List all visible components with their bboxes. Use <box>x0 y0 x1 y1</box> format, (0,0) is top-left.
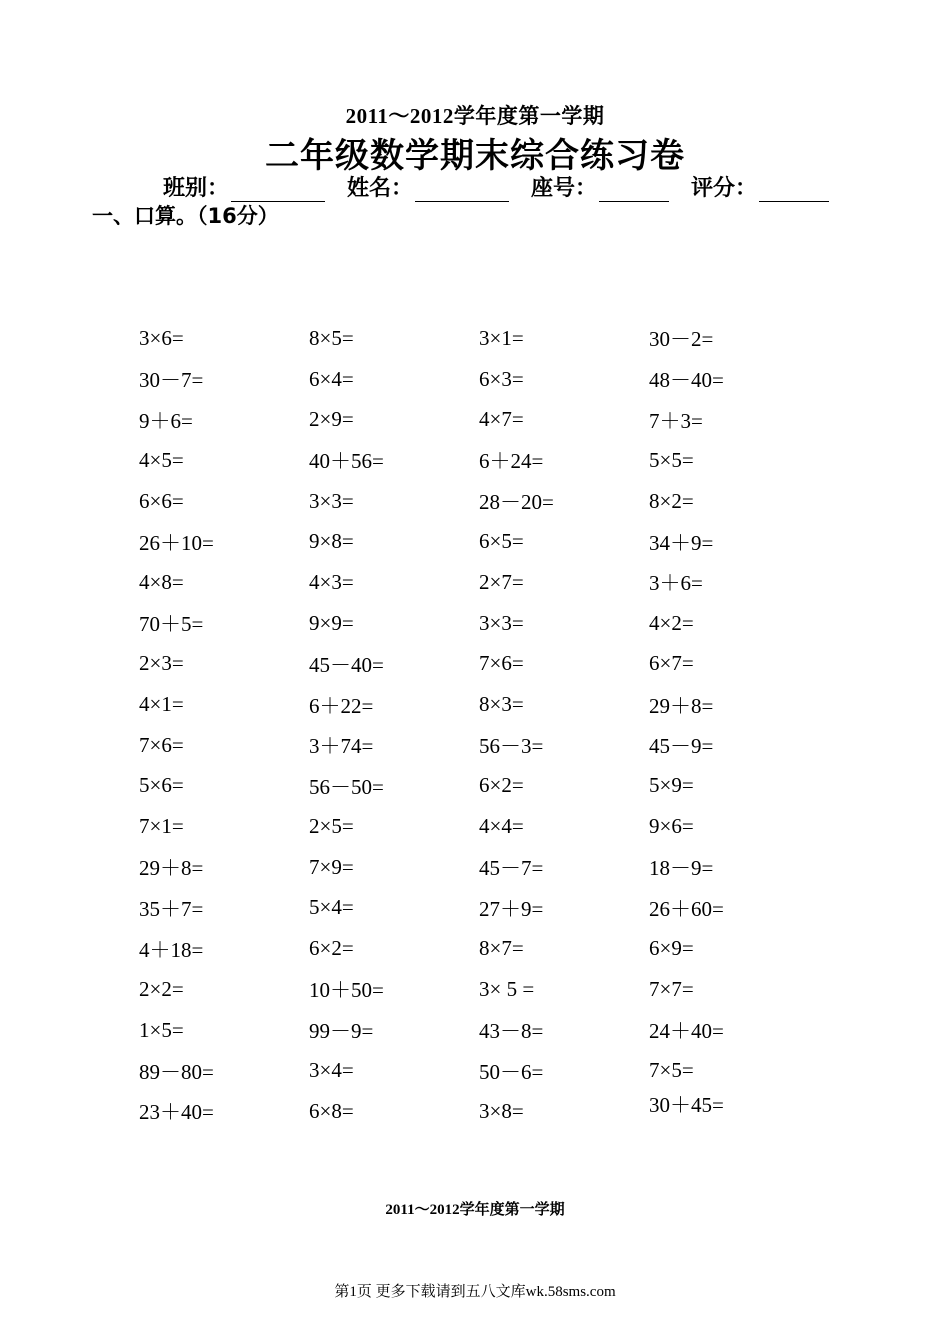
math-problem: 6×5= <box>479 529 524 554</box>
problem-row <box>139 888 819 929</box>
math-problem: 2×3= <box>139 651 184 676</box>
math-problem: 3×8= <box>479 1098 524 1123</box>
math-problem: 8×5= <box>309 325 354 350</box>
math-problem: 6×4= <box>309 366 354 391</box>
math-problem: 43－8= <box>479 1019 544 1044</box>
math-problem: 1×5= <box>139 1017 184 1042</box>
math-problem: 3×1= <box>479 325 524 350</box>
math-problem: 29＋8= <box>139 856 204 881</box>
math-problem: 89－80= <box>139 1059 214 1084</box>
math-problem: 2×5= <box>309 814 354 839</box>
math-problem: 30－7= <box>139 368 204 393</box>
math-problem: 18－9= <box>649 856 714 881</box>
math-problem: 70＋5= <box>139 612 204 637</box>
math-problem: 6×9= <box>649 936 694 961</box>
seat-field <box>531 171 669 202</box>
math-problem: 4×2= <box>649 610 694 635</box>
math-problem: 3×4= <box>309 1058 354 1083</box>
problem-row <box>139 521 819 562</box>
math-problem: 8×2= <box>649 488 694 513</box>
math-problem: 2×9= <box>309 407 354 432</box>
math-problem: 8×3= <box>479 692 524 717</box>
math-problem: 6×6= <box>139 488 184 513</box>
math-problem: 30＋45= <box>649 1093 724 1118</box>
math-problem: 3×3= <box>479 610 524 635</box>
math-problem: 10＋50= <box>309 978 384 1003</box>
math-problem: 5×5= <box>649 447 694 472</box>
math-problem: 7＋3= <box>649 408 703 433</box>
score-blank-line[interactable] <box>759 179 829 202</box>
math-problem: 9×8= <box>309 529 354 554</box>
math-problem: 48－40= <box>649 368 724 393</box>
math-problem: 9×6= <box>649 814 694 839</box>
math-problem: 6×3= <box>479 366 524 391</box>
school-year-header: 2011～2012学年度第一学期 <box>345 104 605 128</box>
math-problem: 27＋9= <box>479 896 544 921</box>
math-problem: 6＋22= <box>309 693 374 718</box>
math-problem: 40＋56= <box>309 449 384 474</box>
problem-row <box>139 969 819 1010</box>
problem-row <box>139 847 819 888</box>
problem-row <box>139 359 819 400</box>
math-problem: 4×1= <box>139 692 184 717</box>
math-problem: 35＋7= <box>139 896 204 921</box>
math-problem: 2×7= <box>479 569 524 594</box>
math-problem: 50－6= <box>479 1059 544 1084</box>
math-problem: 9＋6= <box>139 408 193 433</box>
math-problem: 2×2= <box>139 976 184 1001</box>
problem-row <box>139 440 819 481</box>
problem-row <box>139 562 819 603</box>
math-problem: 6×2= <box>479 773 524 798</box>
problem-row <box>139 481 819 522</box>
seat-blank-line[interactable] <box>599 179 669 202</box>
math-problem: 7×5= <box>649 1058 694 1083</box>
seat-label: 座号： <box>531 176 598 201</box>
problem-row <box>139 1010 819 1051</box>
class-blank-line[interactable] <box>231 179 325 202</box>
math-problem: 7×7= <box>649 976 694 1001</box>
math-problem: 6＋24= <box>479 449 544 474</box>
math-problem: 56－3= <box>479 734 544 759</box>
problem-row <box>139 603 819 644</box>
score-label: 评分： <box>691 176 758 201</box>
math-problem: 3×6= <box>139 325 184 350</box>
math-problem: 3＋6= <box>649 571 703 596</box>
math-problem: 26＋60= <box>649 896 724 921</box>
problem-grid <box>139 318 819 1132</box>
exam-title: 二年级数学期末综合练习卷 <box>265 136 685 176</box>
math-problem: 7×6= <box>139 732 184 757</box>
math-problem: 99－9= <box>309 1019 374 1044</box>
math-problem: 28－20= <box>479 490 554 515</box>
math-problem: 5×9= <box>649 773 694 798</box>
page-footer-note: 第1页 更多下载请到五八文库wk.58sms.com <box>334 1284 616 1300</box>
score-field <box>691 171 829 202</box>
name-blank-line[interactable] <box>415 179 509 202</box>
problem-row <box>139 806 819 847</box>
math-problem: 29＋8= <box>649 693 714 718</box>
math-problem: 3× 5 = <box>479 976 535 1001</box>
class-label: 班别： <box>163 176 230 201</box>
name-label: 姓名： <box>347 176 414 201</box>
math-problem: 45－40= <box>309 652 384 677</box>
math-problem: 26＋10= <box>139 530 214 555</box>
problem-row <box>139 766 819 807</box>
math-problem: 7×9= <box>309 854 354 879</box>
problem-row <box>139 684 819 725</box>
math-problem: 4×4= <box>479 814 524 839</box>
math-problem: 8×7= <box>479 936 524 961</box>
problem-row <box>139 644 819 685</box>
math-problem: 4×7= <box>479 407 524 432</box>
problem-row <box>139 928 819 969</box>
math-problem: 4×5= <box>139 447 184 472</box>
math-problem: 24＋40= <box>649 1019 724 1044</box>
math-problem: 5×6= <box>139 773 184 798</box>
problem-row <box>139 399 819 440</box>
problem-row <box>139 1091 819 1132</box>
math-problem: 5×4= <box>309 895 354 920</box>
math-problem: 34＋9= <box>649 530 714 555</box>
math-problem: 7×6= <box>479 651 524 676</box>
math-problem: 3×3= <box>309 488 354 513</box>
footer-school-year: 2011～2012学年度第一学期 <box>385 1202 565 1218</box>
problem-row <box>139 725 819 766</box>
student-info-row <box>163 172 851 202</box>
name-field <box>347 171 509 202</box>
math-problem: 56－50= <box>309 774 384 799</box>
problem-row <box>139 318 819 359</box>
class-field <box>163 171 325 202</box>
math-problem: 7×1= <box>139 814 184 839</box>
math-problem: 6×8= <box>309 1098 354 1123</box>
math-problem: 6×7= <box>649 651 694 676</box>
math-problem: 3＋74= <box>309 734 374 759</box>
math-problem: 45－7= <box>479 856 544 881</box>
section-title-mental-math: 一、口算。（16分） <box>92 204 279 228</box>
math-problem: 30－2= <box>649 327 714 352</box>
math-problem: 6×2= <box>309 936 354 961</box>
math-problem: 4×3= <box>309 569 354 594</box>
math-problem: 4＋18= <box>139 937 204 962</box>
math-problem: 45－9= <box>649 734 714 759</box>
math-problem: 23＋40= <box>139 1100 214 1125</box>
math-problem: 9×9= <box>309 610 354 635</box>
problem-row <box>139 1050 819 1091</box>
math-problem: 4×8= <box>139 569 184 594</box>
